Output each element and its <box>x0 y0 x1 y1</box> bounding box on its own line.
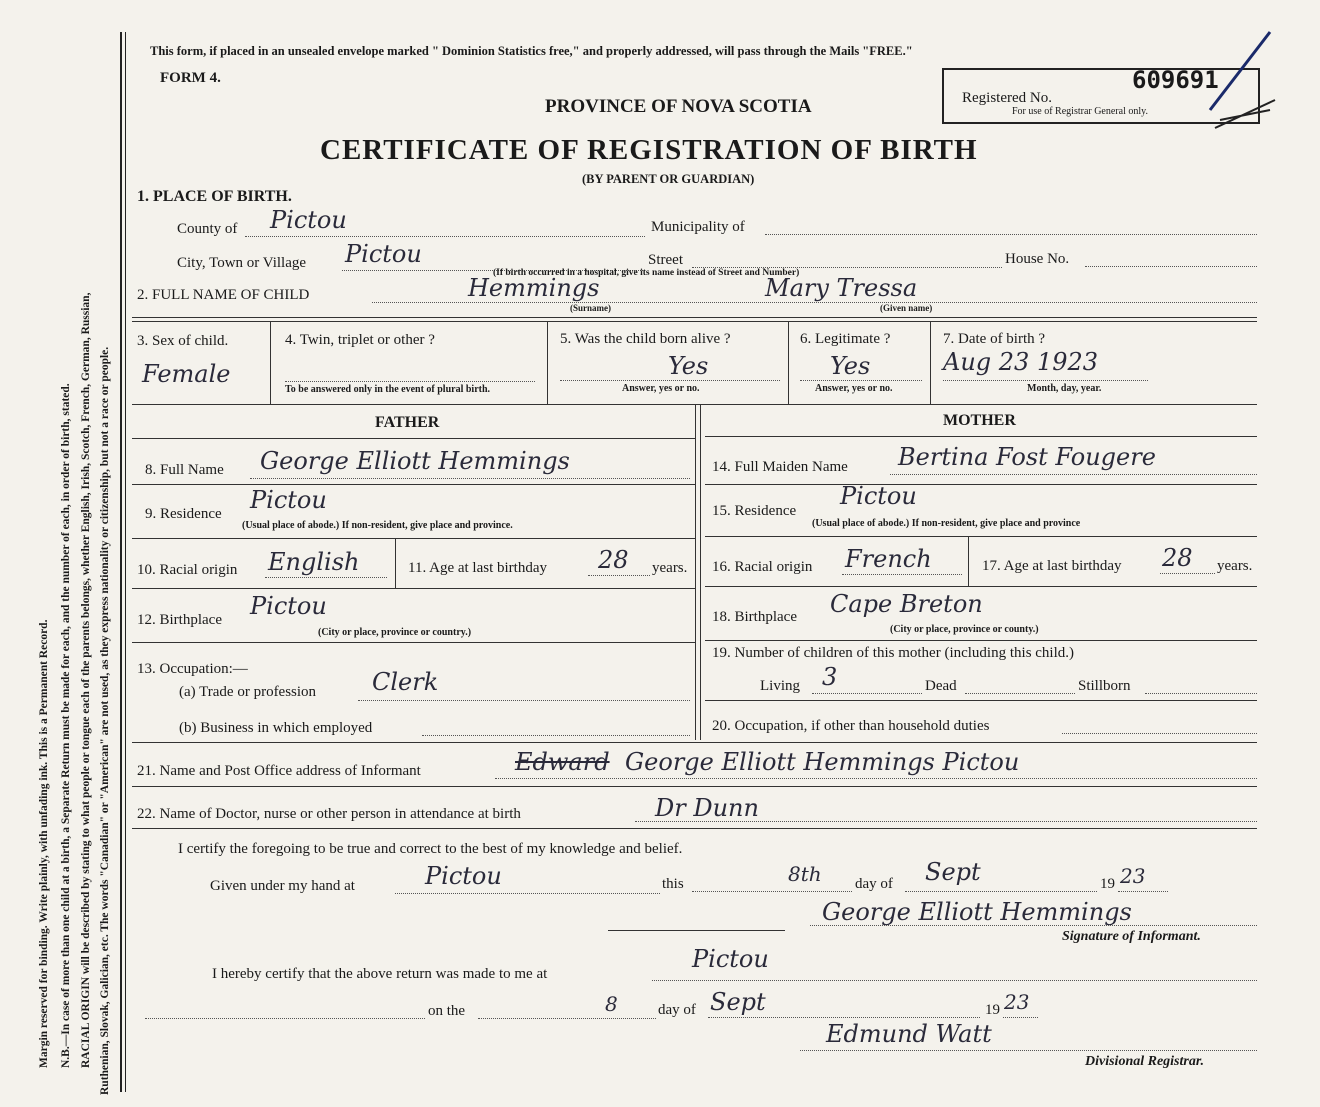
certify-this-label: this <box>662 876 684 892</box>
city-label: City, Town or Village <box>177 255 307 271</box>
father-name: George Elliott Hemmings <box>260 447 570 475</box>
certify-day-of-label: day of <box>855 876 893 892</box>
alive-label: 5. Was the child born alive ? <box>560 331 731 347</box>
house-label: House No. <box>1005 251 1070 267</box>
mother-age: 28 <box>1162 544 1193 572</box>
mother-occupation-label: 20. Occupation, if other than household duties <box>712 718 990 734</box>
legit-label: 6. Legitimate ? <box>800 331 891 347</box>
mother-name: Bertina Fost Fougere <box>898 443 1156 471</box>
mother-years: years. <box>1217 558 1253 574</box>
dob-label: 7. Date of birth ? <box>943 331 1046 347</box>
doctor-value: Dr Dunn <box>655 794 759 822</box>
margin-text-line3: RACIAL ORIGIN will be described by stating to what people or tongue each of the parents belongs, whether English, Irish, Scotch, French, German, Russian, <box>80 292 92 1068</box>
mother-name-label: 14. Full Maiden Name <box>712 459 848 475</box>
mail-notice: This form, if placed in an unsealed envelope marked " Dominion Statistics free," and properly addressed, will pass through the Mails "FREE." <box>150 44 913 58</box>
registrar-on-label: on the <box>428 1003 466 1019</box>
father-occupation-label: 13. Occupation:— <box>137 661 248 677</box>
dob-note: Month, day, year. <box>1027 383 1102 394</box>
informant-label: 21. Name and Post Office address of Informant <box>137 763 421 779</box>
mother-birthplace: Cape Breton <box>830 590 983 618</box>
mother-residence: Pictou <box>840 482 917 510</box>
informant-struck: Edward <box>515 748 610 776</box>
mother-living-label: Living <box>760 678 800 694</box>
surname-label: (Surname) <box>570 303 611 313</box>
place-heading: 1. PLACE OF BIRTH. <box>137 188 292 205</box>
father-trade-label: (a) Trade or profession <box>179 684 317 700</box>
registrar-signature-label: Divisional Registrar. <box>1085 1054 1205 1069</box>
registrar-signature: Edmund Watt <box>826 1020 992 1048</box>
registered-number: 609691 <box>1132 66 1219 94</box>
father-birthplace-label: 12. Birthplace <box>137 612 222 628</box>
twin-label: 4. Twin, triplet or other ? <box>285 332 435 348</box>
mother-racial: French <box>845 545 932 573</box>
certify-day: 8th <box>788 862 822 886</box>
mother-birthplace-note: (City or place, province or county.) <box>890 624 1039 635</box>
registrar-place: Pictou <box>692 945 769 973</box>
hospital-note: (If birth occurred in a hospital, give its name instead of Street and Number) <box>493 268 800 278</box>
legit-note: Answer, yes or no. <box>815 383 893 394</box>
margin-text-line1: Margin reserved for binding. Write plainly, with unfading ink. This is a Permanent Record. <box>38 619 50 1068</box>
father-racial-label: 10. Racial origin <box>137 562 238 578</box>
registered-label: Registered No. <box>962 90 1052 106</box>
given-name-label: (Given name) <box>880 303 933 313</box>
mother-age-label: 17. Age at last birthday <box>982 558 1122 574</box>
mother-living: 3 <box>822 663 838 691</box>
doctor-label: 22. Name of Doctor, nurse or other person in attendance at birth <box>137 806 521 822</box>
margin-border-inner <box>125 32 126 1092</box>
page-title: CERTIFICATE OF REGISTRATION OF BIRTH <box>320 134 978 166</box>
province-title: PROVINCE OF NOVA SCOTIA <box>545 96 812 117</box>
legit-value: Yes <box>830 352 871 380</box>
certify-place: Pictou <box>425 862 502 890</box>
certify-year: 23 <box>1120 864 1146 888</box>
registrar-year: 23 <box>1004 990 1030 1014</box>
registrar-month: Sept <box>710 988 766 1016</box>
alive-note: Answer, yes or no. <box>622 383 700 394</box>
father-name-label: 8. Full Name <box>145 462 224 478</box>
registrar-day: 8 <box>605 992 618 1016</box>
margin-text-line2: N.B.—In case of more than one child at a birth, a Separate Return must be made for each, and the number of each, in order of birth, stated. <box>60 383 72 1068</box>
registrar-day-of-label: day of <box>658 1002 696 1018</box>
margin-border <box>120 32 122 1092</box>
pen-mark-icon <box>1170 30 1280 140</box>
sex-value: Female <box>142 360 231 388</box>
street-label: Street <box>648 252 683 268</box>
father-residence: Pictou <box>250 486 327 514</box>
mother-residence-label: 15. Residence <box>712 503 797 519</box>
mother-birthplace-label: 18. Birthplace <box>712 609 797 625</box>
father-years: years. <box>652 560 688 576</box>
sex-label: 3. Sex of child. <box>137 333 229 349</box>
informant-signature-label: Signature of Informant. <box>1062 929 1201 944</box>
margin-text-line4: Ruthenian, Slovak, Galician, etc. The words "Canadian" or "American" are not used, as they express nationality or citizenship, but not a race or people. <box>99 346 111 1095</box>
certify-year-prefix: 19 <box>1100 876 1115 892</box>
certify-month: Sept <box>925 858 981 886</box>
registrar-year-prefix: 19 <box>985 1002 1000 1018</box>
mother-abode-note: (Usual place of abode.) If non-resident, give place and province <box>812 518 1081 529</box>
twin-note: To be answered only in the event of plural birth. <box>285 384 491 395</box>
page-subtitle: (BY PARENT OR GUARDIAN) <box>582 172 755 186</box>
form-label: FORM 4. <box>160 70 221 86</box>
registrar-note: For use of Registrar General only. <box>1012 106 1148 117</box>
father-age-label: 11. Age at last birthday <box>408 560 547 576</box>
informant-value: George Elliott Hemmings Pictou <box>625 748 1020 776</box>
city-value: Pictou <box>345 240 422 268</box>
mother-heading: MOTHER <box>943 412 1016 429</box>
certify-given-label: Given under my hand at <box>210 878 355 894</box>
father-residence-label: 9. Residence <box>145 506 222 522</box>
father-age: 28 <box>598 546 629 574</box>
dob-value: Aug 23 1923 <box>943 348 1099 376</box>
child-surname: Hemmings <box>468 274 600 302</box>
registrar-statement: I hereby certify that the above return was made to me at <box>212 966 548 982</box>
certify-statement: I certify the foregoing to be true and correct to the best of my knowledge and belief. <box>178 841 683 857</box>
mother-children-label: 19. Number of children of this mother (including this child.) <box>712 645 1075 661</box>
father-racial: English <box>268 548 360 576</box>
father-abode-note: (Usual place of abode.) If non-resident, give place and province. <box>242 520 513 531</box>
county-label: County of <box>177 221 238 237</box>
mother-racial-label: 16. Racial origin <box>712 559 813 575</box>
mother-stillborn-label: Stillborn <box>1078 678 1131 694</box>
alive-value: Yes <box>668 352 709 380</box>
child-given-name: Mary Tressa <box>765 274 918 302</box>
municipality-label: Municipality of <box>651 219 745 235</box>
father-birthplace: Pictou <box>250 592 327 620</box>
father-heading: FATHER <box>375 414 440 431</box>
child-name-label: 2. FULL NAME OF CHILD <box>137 287 310 303</box>
mother-dead-label: Dead <box>925 678 957 694</box>
father-trade: Clerk <box>372 668 439 696</box>
father-business-label: (b) Business in which employed <box>179 720 373 736</box>
informant-signature: George Elliott Hemmings <box>822 898 1132 926</box>
county-value: Pictou <box>270 206 347 234</box>
father-birthplace-note: (City or place, province or country.) <box>318 627 472 638</box>
